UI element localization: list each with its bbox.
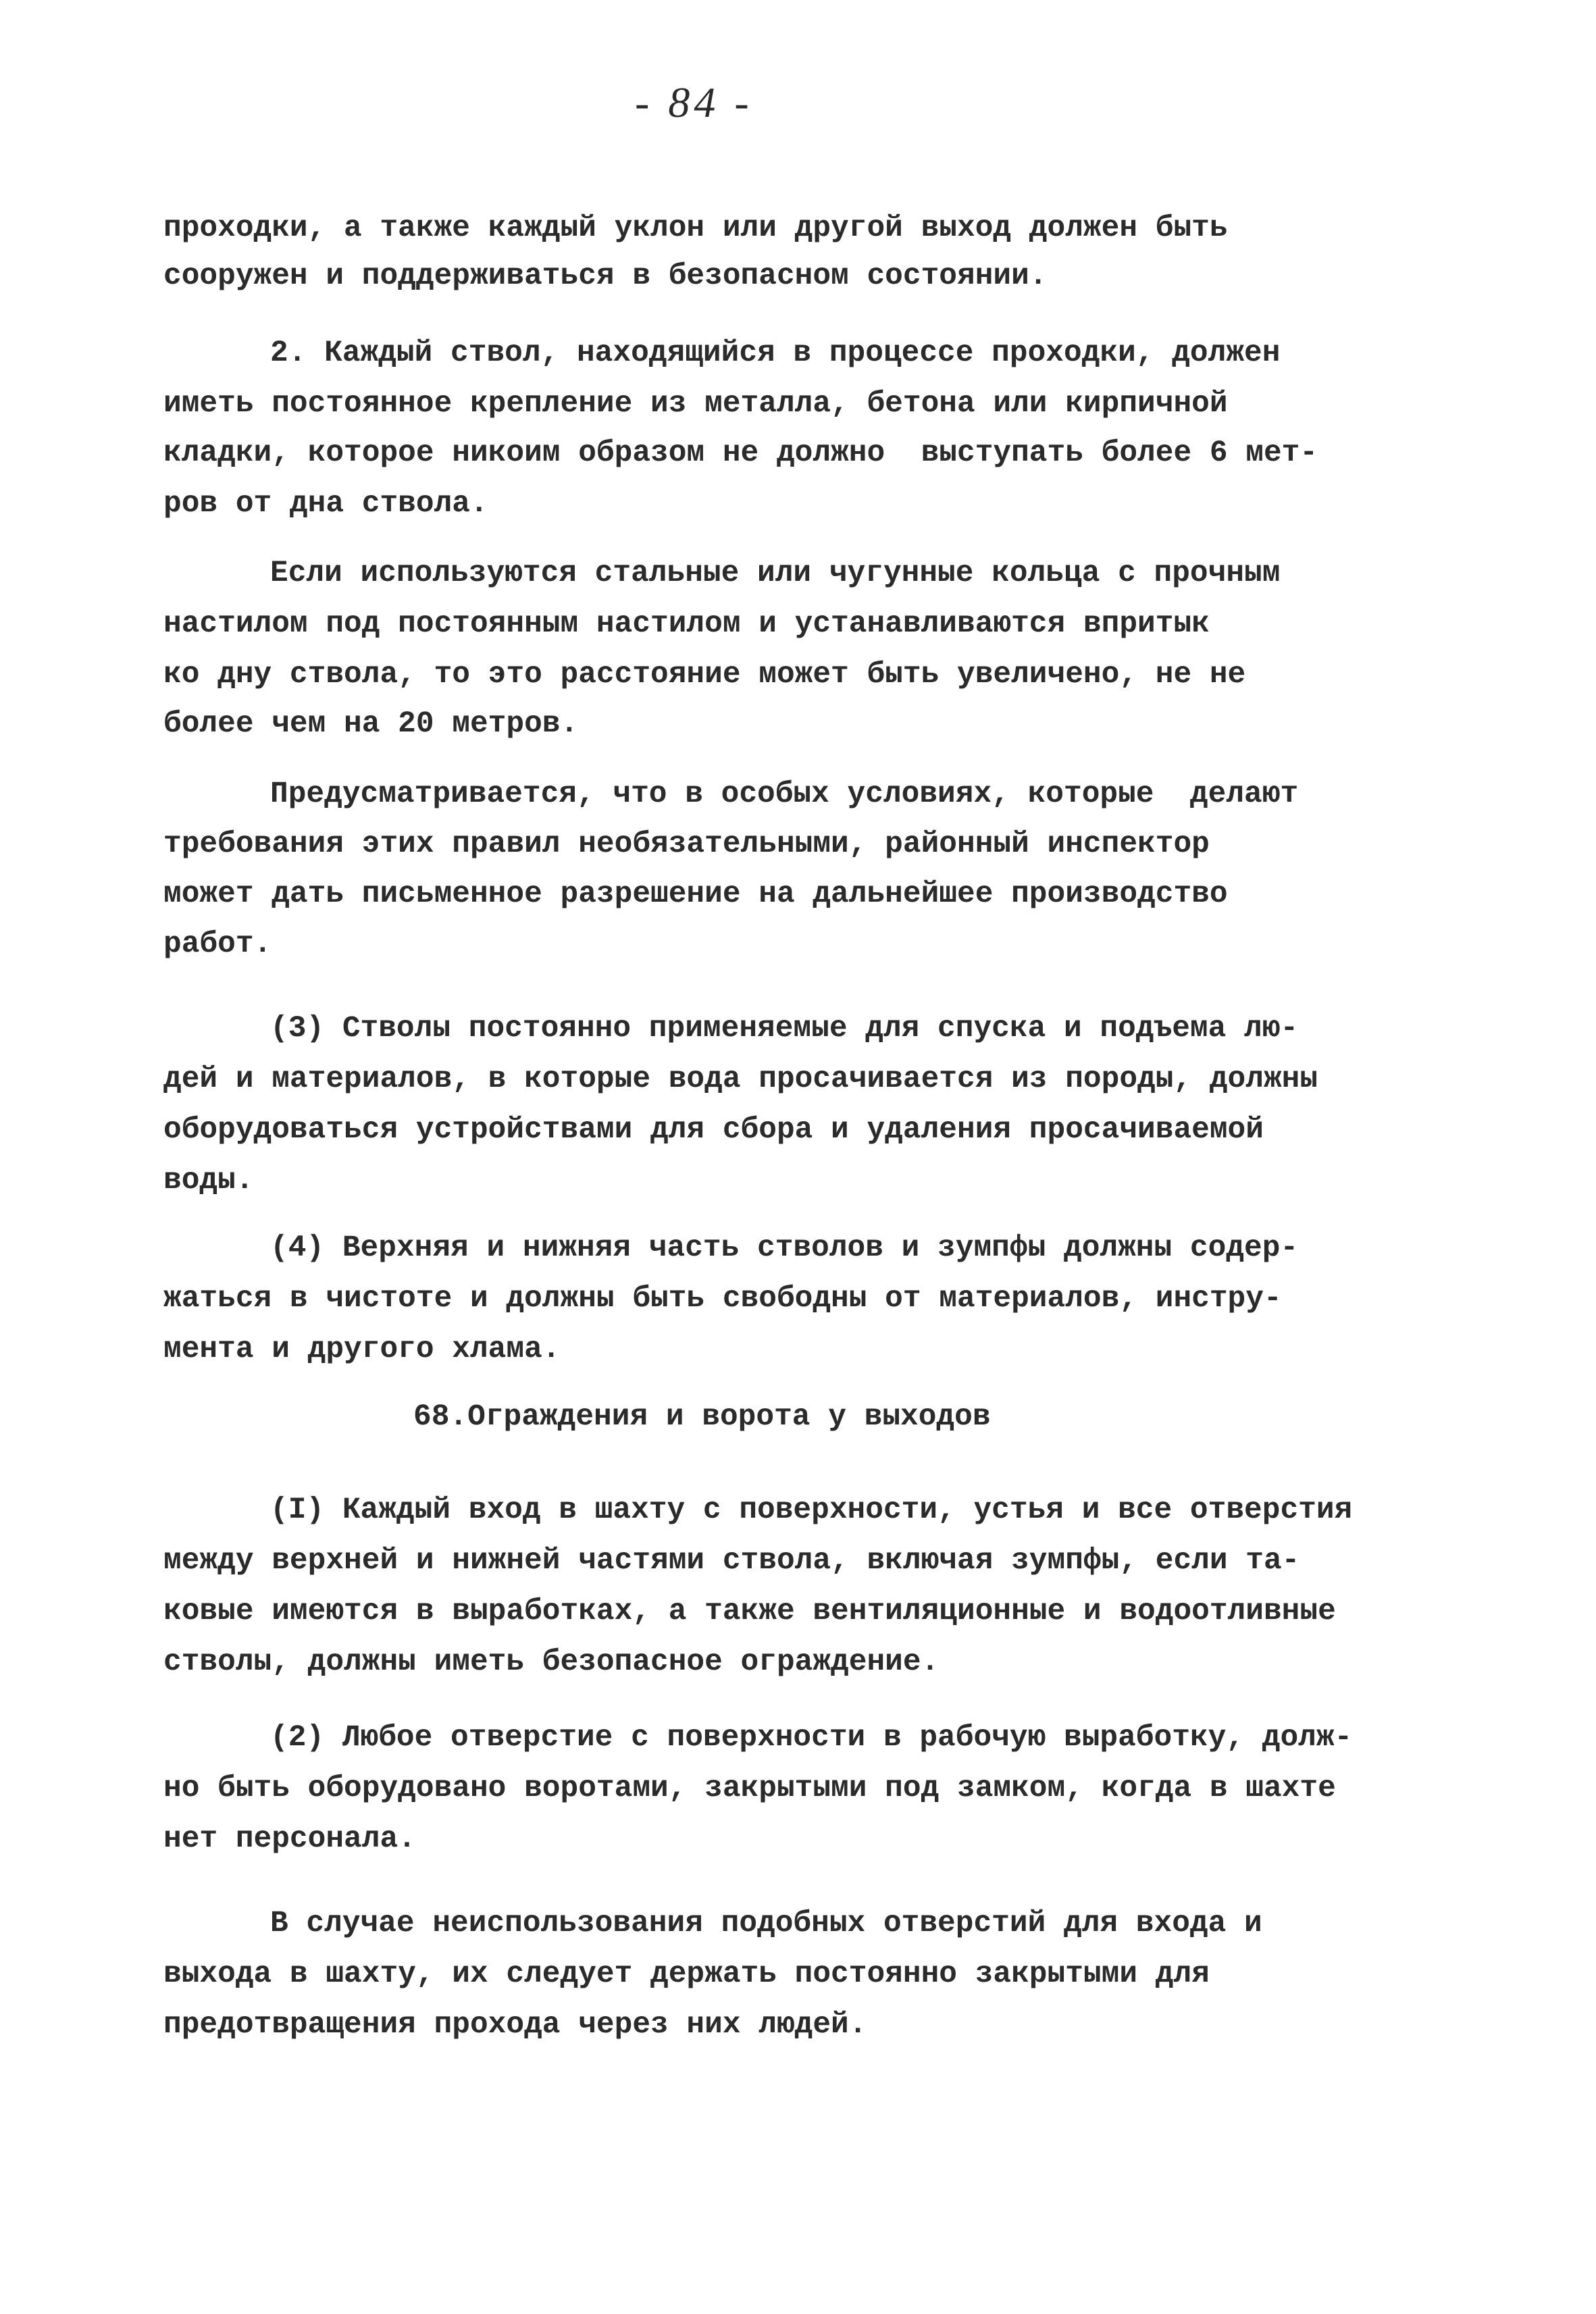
- text-line: воды.: [163, 1164, 254, 1198]
- text-line: Если используются стальные или чугунные кольца с прочным: [270, 557, 1281, 590]
- text-line: выхода в шахту, их следует держать постоянно закрытыми для: [163, 1957, 1210, 1991]
- text-line: иметь постоянное крепление из металла, бетона или кирпичной: [163, 387, 1228, 421]
- text-line: ко дну ствола, то это расстояние может быть увеличено, не не: [163, 658, 1246, 692]
- text-line: проходки, а также каждый уклон или другой выход должен быть: [163, 211, 1228, 245]
- text-line: настилом под постоянным настилом и устанавливаются впритык: [163, 607, 1210, 641]
- text-line: жаться в чистоте и должны быть свободны от материалов, инстру-: [163, 1282, 1282, 1316]
- text-line: В случае неиспользования подобных отверстий для входа и: [270, 1907, 1262, 1940]
- text-line: оборудоваться устройствами для сбора и удаления просачиваемой: [163, 1113, 1264, 1147]
- section-heading: 68.Ограждения и ворота у выходов: [413, 1400, 991, 1434]
- text-line: более чем на 20 метров.: [163, 707, 579, 741]
- text-line: ров от дна ствола.: [163, 487, 488, 521]
- text-line: но быть оборудовано воротами, закрытыми под замком, когда в шахте: [163, 1772, 1336, 1805]
- text-line: (I) Каждый вход в шахту с поверхности, устья и все отверстия: [270, 1493, 1353, 1527]
- text-line: Предусматривается, что в особых условиях, которые делают: [270, 777, 1299, 811]
- text-line: (3) Стволы постоянно применяемые для спуска и подъема лю-: [270, 1012, 1299, 1046]
- text-line: предотвращения прохода через них людей.: [163, 2008, 867, 2042]
- text-line: требования этих правил необязательными, районный инспектор: [163, 827, 1210, 861]
- page-number: - 84 -: [635, 78, 753, 126]
- text-line: мента и другого хлама.: [163, 1333, 561, 1366]
- text-line: работ.: [163, 927, 272, 961]
- text-line: сооружен и поддерживаться в безопасном состоянии.: [163, 259, 1048, 293]
- text-line: стволы, должны иметь безопасное ограждение.: [163, 1645, 939, 1679]
- text-line: нет персонала.: [163, 1822, 416, 1856]
- text-line: ковые имеются в выработках, а также вентиляционные и водоотливные: [163, 1595, 1336, 1628]
- text-line: между верхней и нижней частями ствола, включая зумпфы, если та-: [163, 1544, 1300, 1578]
- text-line: дей и материалов, в которые вода просачивается из породы, должны: [163, 1062, 1318, 1096]
- text-line: (4) Верхняя и нижняя часть стволов и зумпфы должны содер-: [270, 1231, 1299, 1265]
- text-line: 2. Каждый ствол, находящийся в процессе проходки, должен: [270, 336, 1281, 370]
- text-line: кладки, которое никоим образом не должно выступать более 6 мет-: [163, 436, 1318, 470]
- text-line: может дать письменное разрешение на дальнейшее производство: [163, 877, 1228, 911]
- text-line: (2) Любое отверстие с поверхности в рабочую выработку, долж-: [270, 1721, 1353, 1755]
